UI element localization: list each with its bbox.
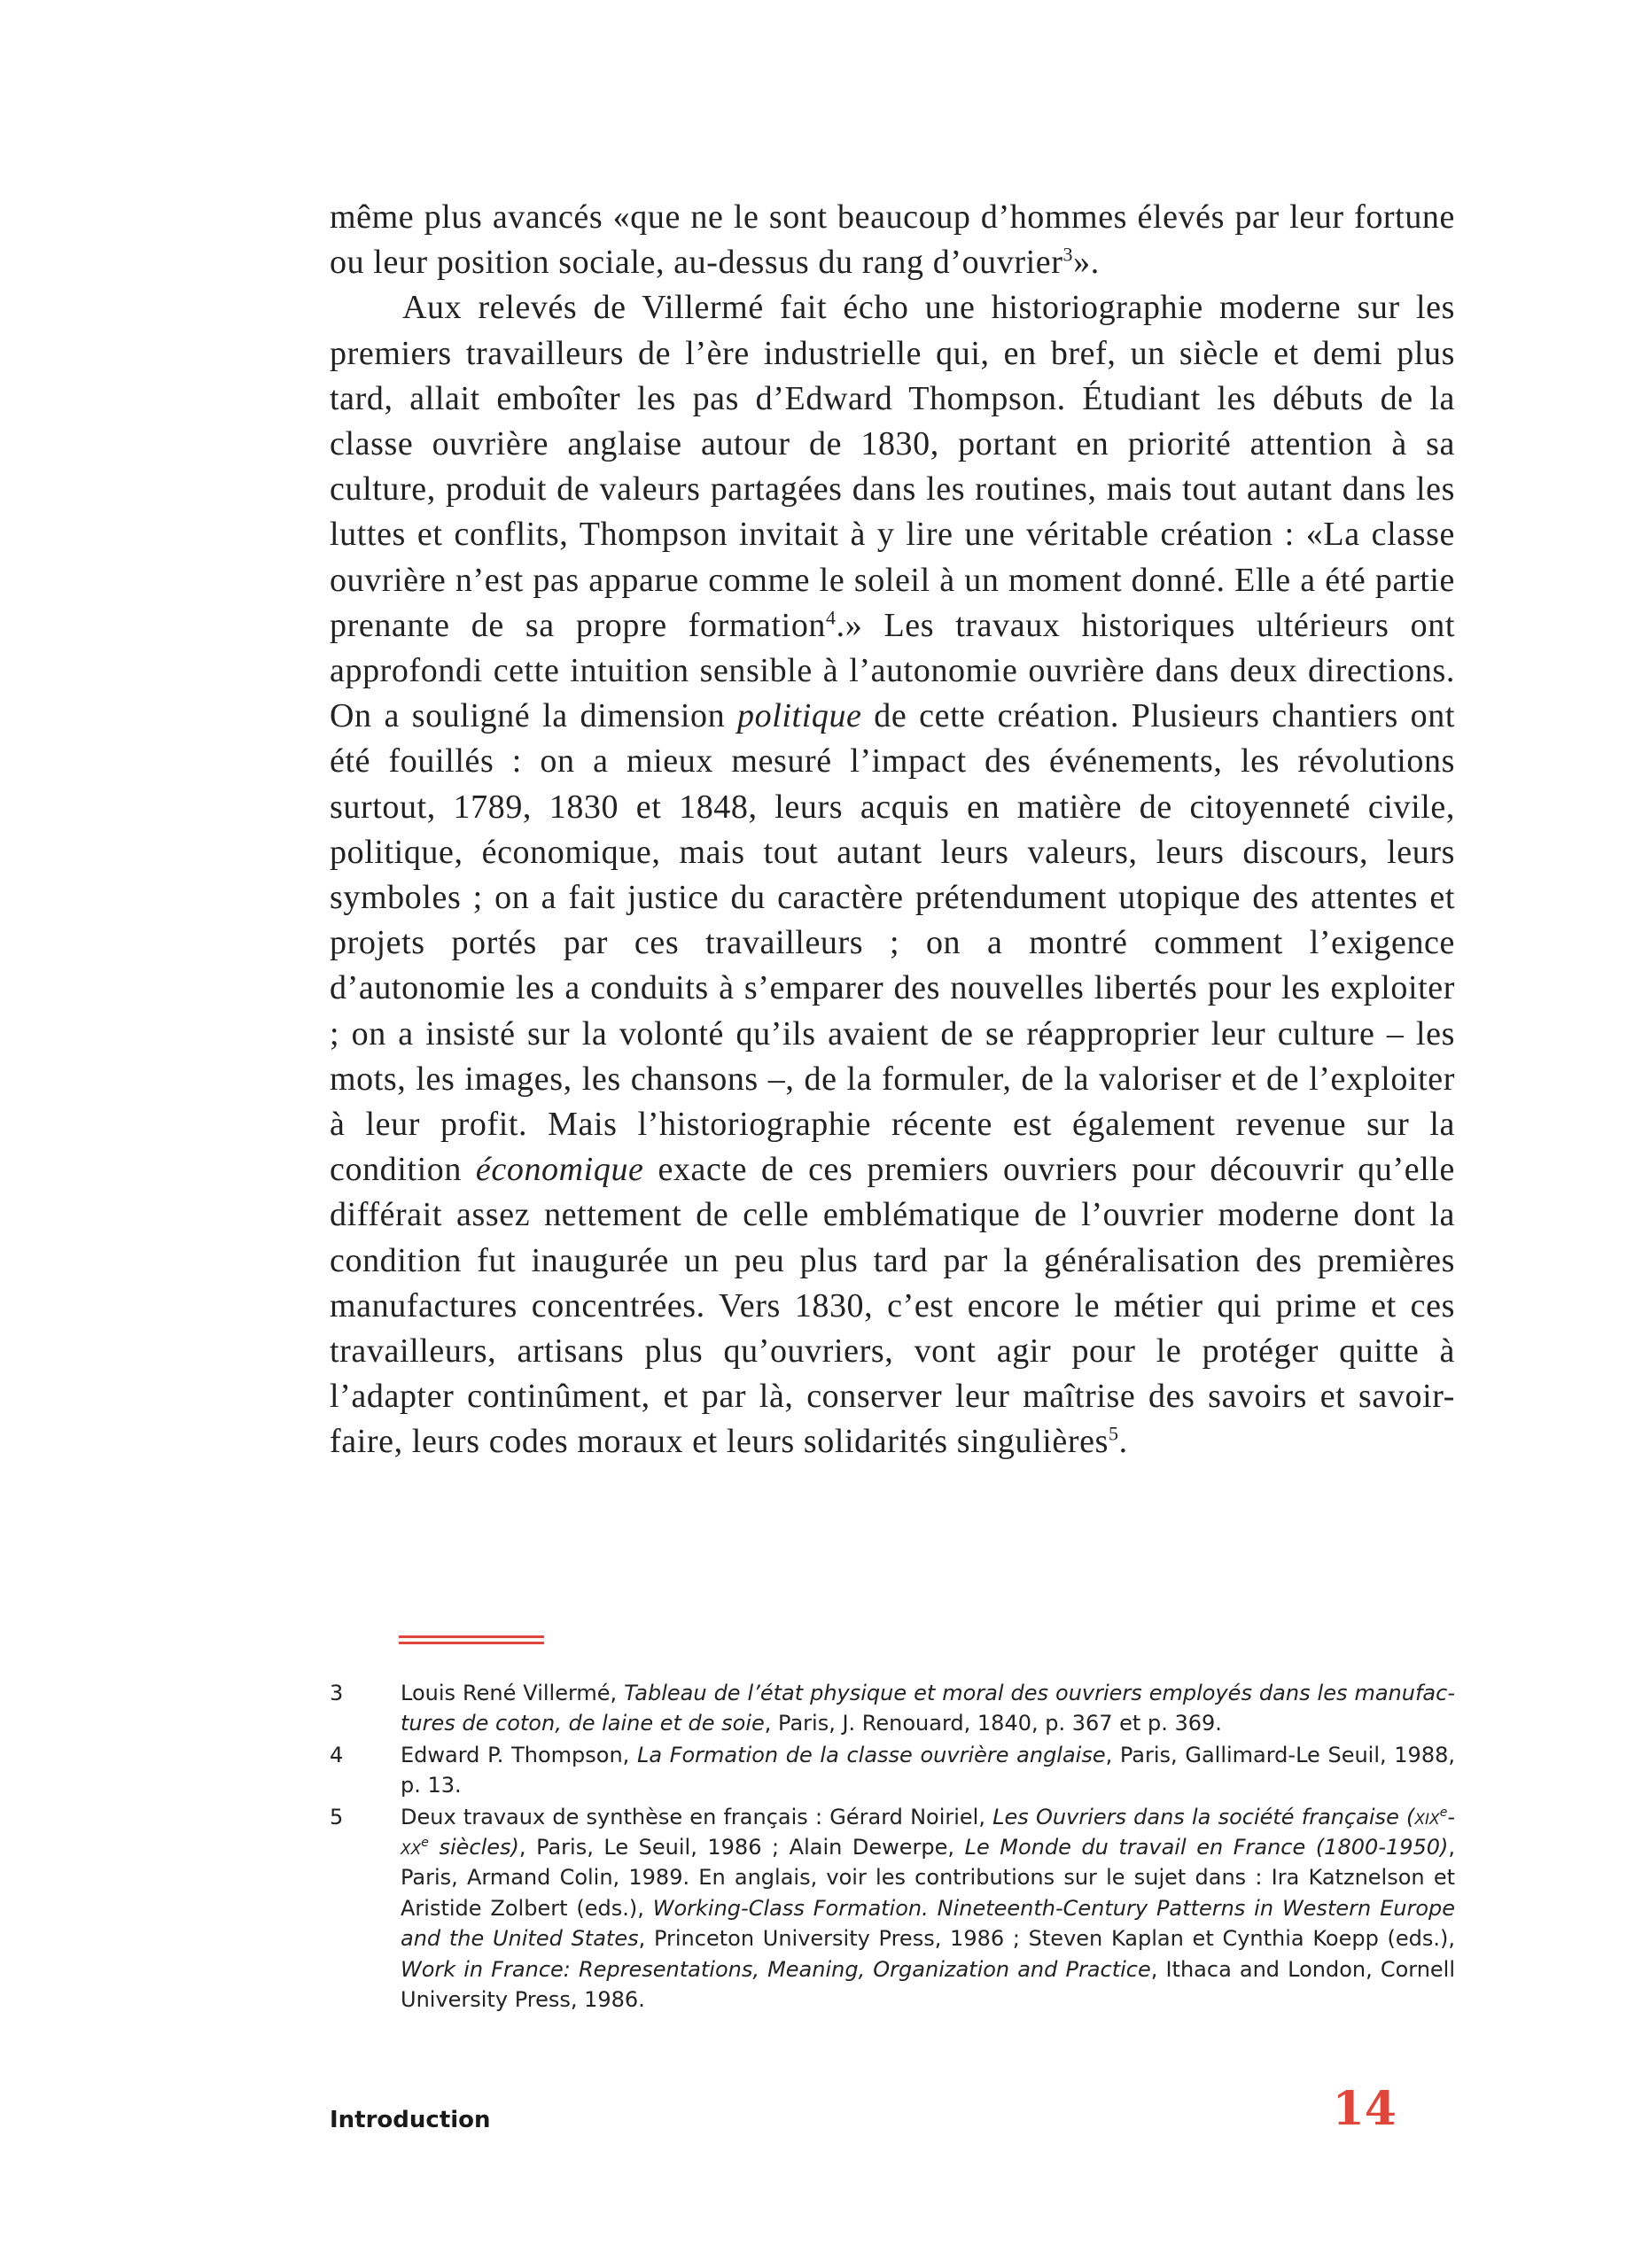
footnote-title: Le Monde du travail en France (1800-1950) [964, 1835, 1449, 1860]
paragraph-2-text-c: de cette création. Plusieurs chantiers ont été fouillés : on a mieux mesuré l’impact des événements, les révolutions surtout, 1789, 1830 et 1848, leurs acquis en matière de citoyenneté civile, politique, économique, mais tout autant leurs valeurs, leurs discours, leurs symboles ; on a fait justice du caractère prétendument utopique des attentes et projets portés par ces travailleurs ; on a montré comment l’exigence d’autonomie les a conduits à s’emparer des nouvelles libertés pour les exploiter ; on a insisté sur la volonté qu’ils avaient de se réapproprier leur culture – les mots, les images, les chansons –, de la formuler, de la valoriser et de l’exploiter à leur profit. Mais l’historiographie récente est également revenue sur la condition [330, 697, 1455, 1189]
paragraph-2-text-b: .» Les travaux historiques ultérieurs ont approfondi cette intuition sensible à l’autonomie ouvrière dans deux directions. On a souligné la dimension [330, 606, 1455, 735]
emphasis-politique: politique [737, 697, 862, 735]
footnote-text: - [1447, 1804, 1455, 1829]
footnote-text: ( [1398, 1804, 1415, 1829]
paragraph-1-text: même plus avancés «que ne le sont beaucoup d’hommes élevés par leur fortune ou leur position sociale, au-dessus du rang d’ouvrier [330, 198, 1455, 282]
emphasis-economique: économique [475, 1151, 644, 1189]
paragraph-1 [330, 195, 1455, 285]
footnote-text: , Ithaca and London, Cornell University Press, 1986. [401, 1956, 1456, 2013]
footnote-ref-4[interactable]: 4 [826, 606, 837, 629]
footnote-4 [330, 1740, 1455, 1801]
footnote-title: La Formation de la classe ouvrière anglaise [636, 1742, 1106, 1767]
footnote-title: Les Ouvriers dans la société française [992, 1804, 1399, 1829]
footnote-3 [330, 1678, 1455, 1739]
footnote-separator [399, 1635, 544, 1648]
roman-numeral: xx [401, 1835, 422, 1860]
roman-numeral: xix [1414, 1804, 1440, 1829]
footnote-ref-3[interactable]: 3 [1062, 243, 1074, 266]
ordinal-suffix: e [421, 1836, 429, 1851]
footnote-text: Edward P. Thompson, [401, 1742, 637, 1767]
footnote-text: , Paris, Le Seuil, 1986 ; Alain Dewerpe, [518, 1835, 965, 1860]
footnote-title: Working-Class Formation. Nineteenth-Century Patterns in Western Europe and the United States [401, 1895, 1455, 1952]
paragraph-2-text-d: exacte de ces premiers ouvriers pour découvrir qu’elle différait assez nettement de celle emblématique de l’ouvrier moderne dont la condition fut inaugurée un peu plus tard par la généralisation des premières manufactures concentrées. Vers 1830, c’est encore le métier qui prime et ces travailleurs, artisans plus qu’ouvriers, vont agir pour le protéger quitte à l’adapter continûment, et par là, conserver leur maîtrise des savoirs et savoir-faire, leurs codes moraux et leurs solidarités singulières [330, 1151, 1455, 1461]
footnote-title: Tableau de l’état physique et moral des ouvriers employés dans les manufactures de coton, de laine et de soie [401, 1681, 1455, 1736]
paragraph-2-text-a: Aux relevés de Villermé fait écho une historiographie moderne sur les premiers travailleurs de l’ère industrielle qui, en bref, un siècle et demi plus tard, allait emboîter les pas d’Edward Thompson. Étudiant les débuts de la classe ouvrière anglaise autour de 1830, portant en priorité attention à sa culture, produit de valeurs partagées dans les routines, mais tout autant dans les luttes et conflits, Thompson invitait à y lire une véritable création : «La classe ouvrière n’est pas apparue comme le soleil à un moment donné. Elle a été partie prenante de sa propre formation [330, 289, 1455, 644]
footnote-text: , Paris, J. Renouard, 1840, p. 367 et p. 369. [764, 1711, 1222, 1736]
separator-line-bottom [399, 1642, 544, 1644]
footnote-text: , Paris, Armand Colin, 1989. En anglais, voir les contributions sur le sujet dans : Ira Katznelson et Aristide Zolbert (eds.), [401, 1835, 1456, 1921]
ordinal-suffix: e [1439, 1805, 1448, 1820]
footnote-text: Louis René Villermé, [401, 1681, 625, 1705]
main-text [330, 195, 1455, 1465]
footnote-title: Work in France: Representations, Meaning, Organization and Practice [401, 1956, 1151, 1982]
footnote-text: Deux travaux de synthèse en français : Gérard Noiriel, [401, 1804, 993, 1829]
separator-line-top [399, 1635, 544, 1638]
running-footer-section: Introduction [330, 2107, 491, 2133]
footnote-text: siècles) [428, 1835, 519, 1860]
footnote-number: 5 [330, 1804, 344, 1829]
footnote-ref-5[interactable]: 5 [1108, 1422, 1119, 1445]
paragraph-1-end: ». [1073, 244, 1100, 282]
paragraph-2 [330, 285, 1455, 1464]
footnote-text: , Princeton University Press, 1986 ; Steven Kaplan et Cynthia Koepp (eds.), [638, 1926, 1456, 1952]
page-number: 14 [1332, 2082, 1397, 2136]
footnote-number: 3 [330, 1681, 344, 1705]
paragraph-2-end: . [1118, 1423, 1128, 1461]
footnote-5 [330, 1802, 1455, 2016]
footnote-text: , Paris, Gallimard-Le Seuil, 1988, p. 13. [401, 1742, 1455, 1798]
footnote-number: 4 [330, 1742, 344, 1767]
footnotes [330, 1678, 1455, 2016]
